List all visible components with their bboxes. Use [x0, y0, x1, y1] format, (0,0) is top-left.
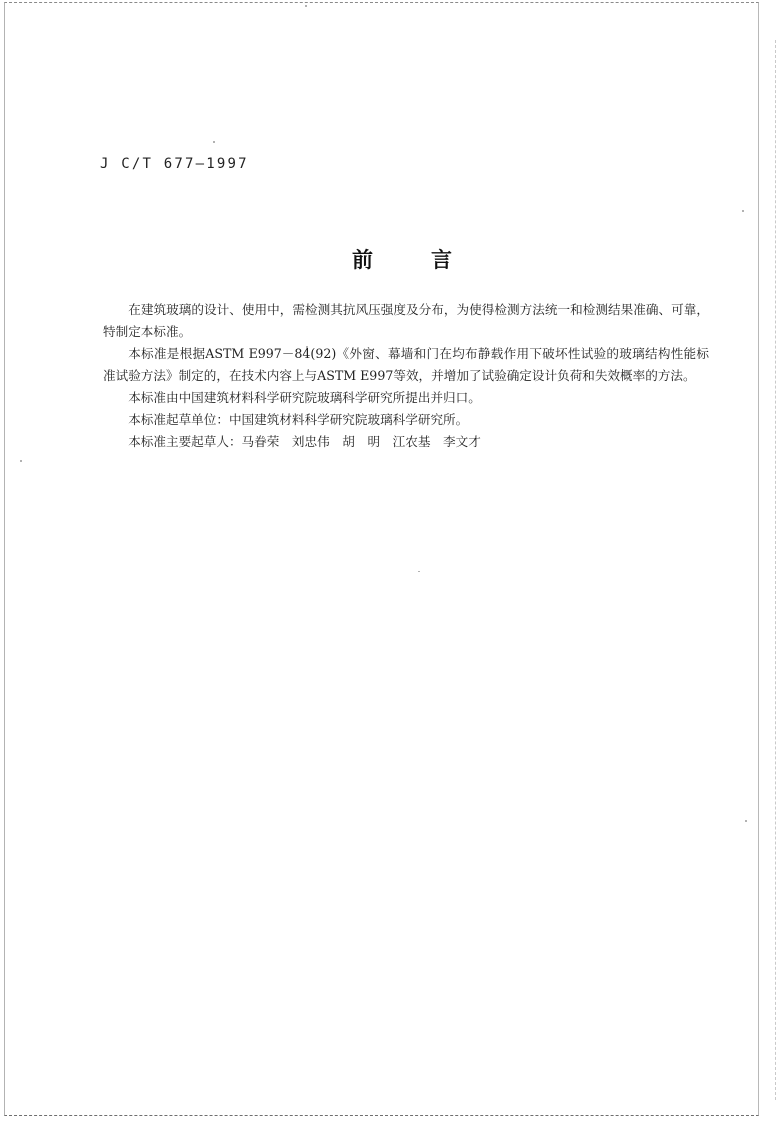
foreword-body [103, 299, 709, 453]
paragraph-purpose: 在建筑玻璃的设计、使用中，需检测其抗风压强度及分布，为使得检测方法统一和检测结果准确、可靠，特制定本标准。 [103, 302, 709, 339]
paragraph-drafters: 本标准主要起草人：马眷荣 刘忠伟 胡 明 江农基 李文才 [128, 434, 481, 449]
paragraph-drafting-unit: 本标准起草单位：中国建筑材料科学研究院玻璃科学研究所。 [128, 412, 469, 427]
page-heading: 前言 [352, 248, 510, 272]
paragraph-proposer: 本标准由中国建筑材料科学研究院玻璃科学研究所提出并归口。 [128, 390, 481, 405]
standard-code: J C/T 677—1997 [100, 156, 249, 172]
paragraph-basis: 本标准是根据ASTM E997－84(92)《外窗、幕墙和门在均布静载作用下破坏性试验的玻璃结构性能标准试验方法》制定的，在技术内容上与ASTM E997等效，并增加了试验确定设计负荷和失效概率的方法。 [103, 346, 709, 383]
binding-edge-line [775, 40, 777, 1100]
